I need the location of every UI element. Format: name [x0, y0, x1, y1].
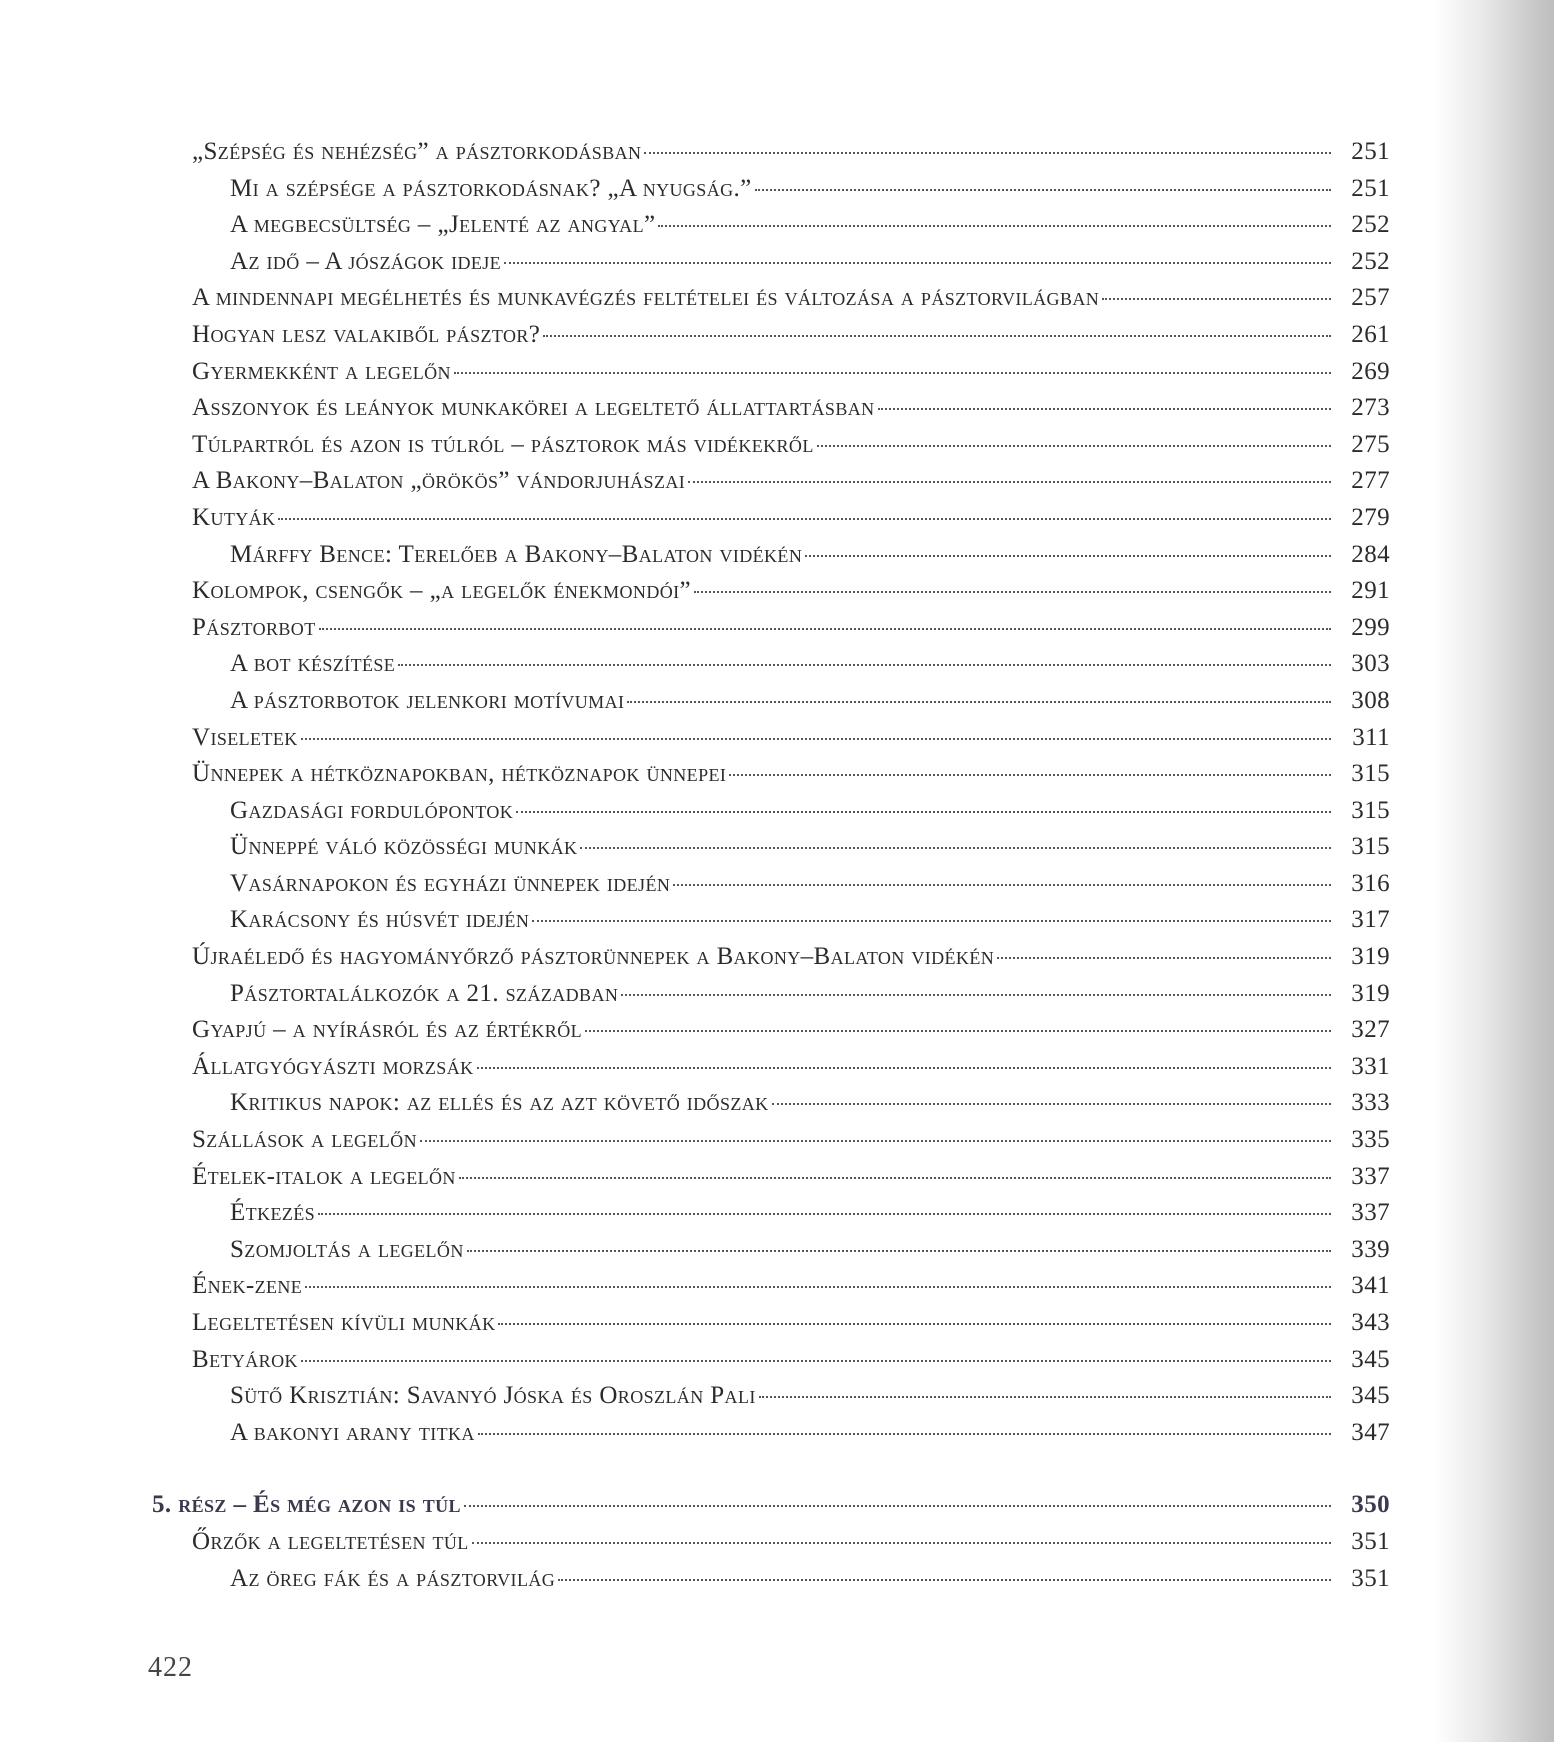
toc-entry-page: 275	[1351, 430, 1390, 458]
toc-entry-page: 343	[1351, 1309, 1390, 1336]
toc-entry-title: Étkezés	[230, 1199, 316, 1227]
toc-entry-page: 291	[1351, 577, 1390, 605]
toc-entry-page: 308	[1351, 686, 1390, 714]
toc-entry-title: Ünnepek a hétköznapokban, hétköznapok ünnepei	[192, 760, 727, 788]
toc-entry	[192, 284, 1390, 321]
toc-dot-leader	[688, 481, 1331, 483]
toc-entry	[192, 1053, 1390, 1090]
toc-entry	[192, 943, 1390, 980]
toc-entry-page: 337	[1351, 1199, 1390, 1227]
toc-entry-page: 303	[1351, 650, 1390, 678]
toc-dot-leader	[694, 591, 1331, 593]
toc-dot-leader	[805, 555, 1331, 557]
toc-entry-page: 335	[1351, 1126, 1390, 1154]
toc-entry	[192, 138, 1390, 175]
toc-entry	[192, 1016, 1390, 1053]
toc-entry-title: Viseletek	[192, 723, 298, 751]
toc-entry-page: 316	[1351, 869, 1390, 897]
toc-dot-leader	[498, 1323, 1331, 1325]
toc-entry-page: 279	[1351, 503, 1390, 531]
toc-entry	[192, 175, 1390, 212]
toc-entry-title: Szállások a legelőn	[192, 1126, 417, 1154]
toc-entry	[192, 504, 1390, 541]
toc-entry	[192, 833, 1390, 870]
toc-entry-title: Legeltetésen kívüli munkák	[192, 1309, 496, 1336]
toc-entry-title: Ételek-italok a legelőn	[192, 1162, 456, 1190]
toc-entry	[192, 1126, 1390, 1163]
toc-entry-title: 5. rész – És még azon is túl	[152, 1491, 461, 1519]
toc-entry-title: Márffy Bence: Terelőeb a Bakony–Balaton vidékén	[230, 540, 803, 568]
toc-entry	[192, 1419, 1390, 1456]
toc-dot-leader	[454, 372, 1331, 374]
toc-entry	[192, 394, 1390, 431]
toc-entry	[192, 906, 1390, 943]
toc-entry	[192, 1309, 1390, 1346]
toc-dot-leader	[516, 811, 1331, 813]
toc-entry-title: Kutyák	[192, 503, 276, 531]
toc-entry	[192, 1382, 1390, 1419]
toc-entry	[192, 1089, 1390, 1126]
toc-entry-title: Sütő Krisztián: Savanyó Jóska és Oroszlán Pali	[230, 1382, 756, 1410]
toc-entry-title: Az idő – A jószágok ideje	[230, 247, 502, 275]
toc-dot-leader	[464, 1505, 1331, 1507]
table-of-contents	[152, 138, 1390, 1601]
toc-entry-title: A mindennapi megélhetés és munkavégzés feltételei és változása a pásztorvilágban	[192, 284, 1100, 312]
toc-dot-leader	[997, 957, 1331, 959]
toc-entry-title: Gyapjú – a nyírásról és az értékről	[192, 1016, 582, 1044]
toc-entry-title: „Szépség és nehézség” a pásztorkodásban	[192, 138, 642, 165]
toc-entry-title: Ének-zene	[192, 1272, 303, 1300]
toc-entry-title: Pásztorbot	[192, 613, 316, 641]
toc-entry	[192, 1236, 1390, 1273]
toc-dot-leader	[817, 445, 1331, 447]
toc-entry-page: 327	[1351, 1016, 1390, 1044]
toc-entry	[192, 1346, 1390, 1383]
toc-entry-page: 347	[1351, 1418, 1390, 1446]
toc-entry	[192, 760, 1390, 797]
toc-entry-page: 269	[1351, 357, 1390, 385]
toc-entry-page: 261	[1351, 320, 1390, 348]
toc-entry-title: Kritikus napok: az ellés és az azt követő időszak	[230, 1089, 769, 1117]
toc-entry	[192, 724, 1390, 761]
toc-entry-title: Állatgyógyászti morzsák	[192, 1052, 474, 1080]
toc-entry-title: A bakonyi arany titka	[230, 1418, 475, 1446]
toc-dot-leader	[459, 1177, 1331, 1179]
toc-entry	[192, 614, 1390, 651]
toc-entry-page: 350	[1351, 1491, 1390, 1519]
toc-entry-page: 341	[1351, 1272, 1390, 1300]
toc-dot-leader	[580, 847, 1331, 849]
toc-dot-leader	[543, 335, 1331, 337]
toc-dot-leader	[621, 994, 1331, 996]
toc-entry-page: 251	[1351, 138, 1390, 165]
toc-entry-page: 257	[1351, 284, 1390, 312]
toc-entry-title: Szomjoltás a legelőn	[230, 1235, 464, 1263]
toc-entry-page: 277	[1351, 467, 1390, 495]
toc-entry-page: 333	[1351, 1089, 1390, 1117]
toc-entry	[192, 358, 1390, 395]
toc-entry	[192, 577, 1390, 614]
toc-dot-leader	[319, 628, 1331, 630]
toc-entry-title: Hogyan lesz valakiből pásztor?	[192, 320, 541, 348]
toc-dot-leader	[585, 1030, 1331, 1032]
toc-dot-leader	[772, 1103, 1331, 1105]
toc-dot-leader	[759, 1396, 1331, 1398]
toc-entry	[192, 1163, 1390, 1200]
toc-entry-page: 284	[1351, 540, 1390, 568]
toc-dot-leader	[558, 1579, 1331, 1581]
toc-dot-leader	[1102, 298, 1331, 300]
toc-entry-page: 351	[1351, 1564, 1390, 1592]
toc-entry	[192, 211, 1390, 248]
toc-entry-title: Gyermekként a legelőn	[192, 357, 451, 385]
toc-entry-page: 273	[1351, 394, 1390, 422]
toc-entry-page: 345	[1351, 1382, 1390, 1410]
toc-entry-page: 345	[1351, 1345, 1390, 1373]
toc-entry-title: Vasárnapokon és egyházi ünnepek idején	[230, 869, 671, 897]
toc-entry	[192, 248, 1390, 285]
toc-dot-leader	[318, 1213, 1331, 1215]
toc-entry	[192, 1199, 1390, 1236]
toc-entry	[192, 541, 1390, 578]
toc-entry	[192, 797, 1390, 834]
toc-entry-title: A megbecsültség – „Jelenté az angyal”	[230, 211, 656, 239]
toc-entry-title: Betyárok	[192, 1345, 298, 1373]
toc-entry-page: 251	[1351, 174, 1390, 202]
toc-dot-leader	[278, 518, 1331, 520]
toc-entry-page: 319	[1351, 979, 1390, 1007]
toc-entry	[192, 650, 1390, 687]
toc-entry	[192, 1272, 1390, 1309]
toc-entry-title: A Bakony–Balaton „örökös” vándorjuhászai	[192, 467, 686, 495]
toc-dot-leader	[532, 920, 1331, 922]
toc-entry-page: 351	[1351, 1527, 1390, 1555]
toc-entry-title: Az öreg fák és a pásztorvilág	[230, 1564, 556, 1592]
toc-entry-title: Túlpartról és azon is túlról – pásztorok más vidékekről	[192, 430, 814, 458]
toc-entry-page: 252	[1351, 211, 1390, 239]
toc-entry	[192, 467, 1390, 504]
toc-entry-page: 315	[1351, 833, 1390, 861]
toc-entry-title: Kolompok, csengők – „a legelők énekmondói”	[192, 577, 692, 605]
toc-dot-leader	[305, 1286, 1331, 1288]
toc-entry-page: 331	[1351, 1052, 1390, 1080]
toc-entry-title: A bot készítése	[230, 650, 396, 678]
toc-entry-page: 319	[1351, 943, 1390, 971]
toc-dot-leader	[729, 774, 1331, 776]
toc-entry-title: Gazdasági fordulópontok	[230, 796, 514, 824]
toc-entry-page: 337	[1351, 1162, 1390, 1190]
page-number: 422	[148, 1652, 193, 1683]
toc-entry	[192, 1565, 1390, 1602]
toc-dot-leader	[644, 152, 1331, 154]
toc-entry-page: 339	[1351, 1235, 1390, 1263]
toc-entry	[192, 870, 1390, 907]
toc-dot-leader	[658, 225, 1331, 227]
toc-entry-page: 252	[1351, 247, 1390, 275]
toc-entry	[192, 431, 1390, 468]
toc-dot-leader	[472, 1542, 1331, 1544]
toc-dot-leader	[420, 1140, 1331, 1142]
toc-entry-page: 311	[1352, 723, 1390, 751]
toc-dot-leader	[477, 1067, 1332, 1069]
toc-dot-leader	[467, 1250, 1331, 1252]
binding-gutter-shadow	[1434, 0, 1554, 1742]
toc-dot-leader	[398, 664, 1331, 666]
toc-entry-title: Pásztortalálkozók a 21. században	[230, 979, 619, 1007]
toc-entry-title: Ünneppé váló közösségi munkák	[230, 833, 578, 861]
toc-entry-title: Őrzők a legeltetésen túl	[192, 1527, 469, 1555]
toc-dot-leader	[878, 408, 1331, 410]
toc-entry-page: 315	[1351, 760, 1390, 788]
toc-dot-leader	[627, 701, 1331, 703]
toc-dot-leader	[755, 189, 1331, 191]
toc-entry	[192, 1528, 1390, 1565]
toc-dot-leader	[673, 884, 1331, 886]
toc-dot-leader	[504, 262, 1331, 264]
toc-entry-page: 299	[1351, 613, 1390, 641]
toc-entry-title: A pásztorbotok jelenkori motívumai	[230, 686, 625, 714]
toc-dot-leader	[301, 738, 1331, 740]
toc-entry	[192, 687, 1390, 724]
toc-part-heading	[152, 1491, 1390, 1528]
toc-entry-title: Újraéledő és hagyományőrző pásztorünnepek a Bakony–Balaton vidékén	[192, 943, 995, 971]
toc-dot-leader	[301, 1360, 1331, 1362]
toc-entry-page: 315	[1351, 796, 1390, 824]
toc-entry-page: 317	[1351, 906, 1390, 934]
toc-entry	[192, 321, 1390, 358]
toc-dot-leader	[478, 1433, 1331, 1435]
toc-entry-title: Asszonyok és leányok munkakörei a legeltető állattartásban	[192, 394, 875, 422]
toc-entry-title: Mi a szépsége a pásztorkodásnak? „A nyugság.”	[230, 174, 752, 202]
toc-entry-title: Karácsony és húsvét idején	[230, 906, 530, 934]
toc-entry	[192, 980, 1390, 1017]
